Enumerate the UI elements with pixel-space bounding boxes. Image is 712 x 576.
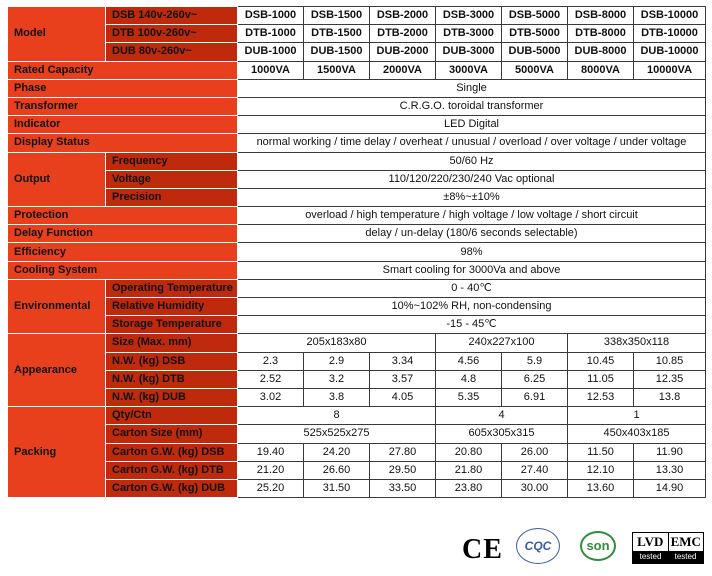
- nw-cell: 3.57: [370, 370, 436, 388]
- lvd-emc-logo-icon: [632, 532, 704, 564]
- capacity-cell: 5000VA: [502, 61, 568, 79]
- gw-dtb-row: [8, 461, 706, 479]
- efficiency-value: 98%: [238, 243, 706, 261]
- model-cell: DSB-8000: [568, 7, 634, 25]
- model-cell: DTB-2000: [370, 25, 436, 43]
- protection-value: overload / high temperature / high voltage / low voltage / short circuit: [238, 207, 706, 225]
- capacity-cell: 2000VA: [370, 61, 436, 79]
- nw-cell: 3.02: [238, 388, 304, 406]
- nw-dtb-label: N.W. (kg) DTB: [106, 370, 238, 388]
- transformer-label: Transformer: [8, 97, 238, 115]
- nw-cell: 4.05: [370, 388, 436, 406]
- transformer-value: C.R.G.O. toroidal transformer: [238, 97, 706, 115]
- nw-cell: 3.2: [304, 370, 370, 388]
- phase-label: Phase: [8, 79, 238, 97]
- storage-temperature-value: -15 - 45℃: [238, 316, 706, 334]
- gw-dsb-row: [8, 443, 706, 461]
- gw-cell: 25.20: [238, 479, 304, 497]
- precision-label: Precision: [106, 188, 238, 206]
- display-status-label: Display Status: [8, 134, 238, 152]
- model-cell: DSB-10000: [634, 7, 706, 25]
- gw-cell: 27.80: [370, 443, 436, 461]
- spec-table: [7, 6, 706, 498]
- model-cell: DTB-5000: [502, 25, 568, 43]
- capacity-cell: 8000VA: [568, 61, 634, 79]
- precision-row: [8, 188, 706, 206]
- nw-dub-row: [8, 388, 706, 406]
- display-status-row: [8, 134, 706, 152]
- delay-function-row: [8, 225, 706, 243]
- nw-cell: 3.34: [370, 352, 436, 370]
- relative-humidity-label: Relative Humidity: [106, 298, 238, 316]
- size-label: Size (Max. mm): [106, 334, 238, 352]
- capacity-cell: 3000VA: [436, 61, 502, 79]
- model-cell: DTB-3000: [436, 25, 502, 43]
- appearance-label: Appearance: [8, 334, 106, 407]
- model-cell: DUB-10000: [634, 43, 706, 61]
- nw-cell: 2.52: [238, 370, 304, 388]
- nw-cell: 2.9: [304, 352, 370, 370]
- nw-cell: 6.91: [502, 388, 568, 406]
- gw-cell: 14.90: [634, 479, 706, 497]
- model-cell: DSB-1000: [238, 7, 304, 25]
- ce-mark-icon: CE: [462, 534, 503, 565]
- size-cell: 338x350x118: [568, 334, 706, 352]
- dub-range-label: DUB 80v-260v~: [106, 43, 238, 61]
- nw-cell: 12.53: [568, 388, 634, 406]
- gw-cell: 33.50: [370, 479, 436, 497]
- frequency-value: 50/60 Hz: [238, 152, 706, 170]
- model-cell: DTB-10000: [634, 25, 706, 43]
- cqc-logo-icon: CQC: [516, 528, 560, 564]
- model-cell: DSB-5000: [502, 7, 568, 25]
- gw-cell: 11.90: [634, 443, 706, 461]
- capacity-cell: 1000VA: [238, 61, 304, 79]
- gw-dub-row: [8, 479, 706, 497]
- gw-cell: 24.20: [304, 443, 370, 461]
- protection-row: [8, 207, 706, 225]
- environmental-label: Environmental: [8, 279, 106, 334]
- gw-dub-label: Carton G.W. (kg) DUB: [106, 479, 238, 497]
- gw-dsb-label: Carton G.W. (kg) DSB: [106, 443, 238, 461]
- transformer-row: [8, 97, 706, 115]
- protection-label: Protection: [8, 207, 238, 225]
- packing-label: Packing: [8, 407, 106, 498]
- carton-size-cell: 525x525x275: [238, 425, 436, 443]
- nw-cell: 3.8: [304, 388, 370, 406]
- son-logo-icon: son: [580, 531, 616, 561]
- model-row-dub: [8, 43, 706, 61]
- nw-cell: 13.8: [634, 388, 706, 406]
- operating-temperature-value: 0 - 40℃: [238, 279, 706, 297]
- nw-cell: 10.45: [568, 352, 634, 370]
- capacity-cell: 10000VA: [634, 61, 706, 79]
- relative-humidity-value: 10%~102% RH, non-condensing: [238, 298, 706, 316]
- gw-cell: 31.50: [304, 479, 370, 497]
- phase-value: Single: [238, 79, 706, 97]
- model-cell: DSB-3000: [436, 7, 502, 25]
- nw-cell: 4.8: [436, 370, 502, 388]
- precision-value: ±8%~±10%: [238, 188, 706, 206]
- nw-dub-label: N.W. (kg) DUB: [106, 388, 238, 406]
- nw-cell: 6.25: [502, 370, 568, 388]
- model-cell: DUB-1000: [238, 43, 304, 61]
- frequency-label: Frequency: [106, 152, 238, 170]
- gw-dtb-label: Carton G.W. (kg) DTB: [106, 461, 238, 479]
- size-row: [8, 334, 706, 352]
- model-cell: DTB-1500: [304, 25, 370, 43]
- lvd-label: LVD: [633, 533, 669, 551]
- gw-cell: 20.80: [436, 443, 502, 461]
- cooling-system-row: [8, 261, 706, 279]
- qty-cell: 1: [568, 407, 706, 425]
- qty-label: Qty/Ctn: [106, 407, 238, 425]
- voltage-label: Voltage: [106, 170, 238, 188]
- efficiency-label: Efficiency: [8, 243, 238, 261]
- storage-temperature-row: [8, 316, 706, 334]
- carton-size-label: Carton Size (mm): [106, 425, 238, 443]
- display-status-value: normal working / time delay / overheat / unusual / overload / over voltage / under voltage: [238, 134, 706, 152]
- model-cell: DUB-1500: [304, 43, 370, 61]
- storage-temperature-label: Storage Temperature: [106, 316, 238, 334]
- operating-temperature-label: Operating Temperature: [106, 279, 238, 297]
- nw-cell: 10.85: [634, 352, 706, 370]
- operating-temperature-row: [8, 279, 706, 297]
- rated-capacity-row: [8, 61, 706, 79]
- nw-cell: 2.3: [238, 352, 304, 370]
- qty-cell: 4: [436, 407, 568, 425]
- model-cell: DUB-5000: [502, 43, 568, 61]
- delay-function-value: delay / un-delay (180/6 seconds selectable): [238, 225, 706, 243]
- cooling-system-label: Cooling System: [8, 261, 238, 279]
- relative-humidity-row: [8, 298, 706, 316]
- dsb-range-label: DSB 140v-260v~: [106, 7, 238, 25]
- gw-cell: 23.80: [436, 479, 502, 497]
- delay-function-label: Delay Function: [8, 225, 238, 243]
- model-row-dsb: [8, 7, 706, 25]
- certification-logos: [448, 528, 710, 568]
- gw-cell: 11.50: [568, 443, 634, 461]
- nw-cell: 4.56: [436, 352, 502, 370]
- gw-cell: 27.40: [502, 461, 568, 479]
- nw-cell: 11.05: [568, 370, 634, 388]
- gw-cell: 26.60: [304, 461, 370, 479]
- dtb-range-label: DTB 100v-260v~: [106, 25, 238, 43]
- model-cell: DUB-8000: [568, 43, 634, 61]
- phase-row: [8, 79, 706, 97]
- carton-size-cell: 605x305x315: [436, 425, 568, 443]
- gw-cell: 26.00: [502, 443, 568, 461]
- frequency-row: [8, 152, 706, 170]
- rated-capacity-label: Rated Capacity: [8, 61, 238, 79]
- cooling-system-value: Smart cooling for 3000Va and above: [238, 261, 706, 279]
- nw-cell: 5.9: [502, 352, 568, 370]
- model-cell: DTB-8000: [568, 25, 634, 43]
- lvd-tested-label: tested: [639, 552, 662, 561]
- nw-cell: 12.35: [634, 370, 706, 388]
- output-label: Output: [8, 152, 106, 207]
- size-cell: 240x227x100: [436, 334, 568, 352]
- gw-cell: 19.40: [238, 443, 304, 461]
- nw-dtb-row: [8, 370, 706, 388]
- model-cell: DSB-1500: [304, 7, 370, 25]
- carton-size-cell: 450x403x185: [568, 425, 706, 443]
- gw-cell: 13.60: [568, 479, 634, 497]
- gw-cell: 29.50: [370, 461, 436, 479]
- nw-cell: 5.35: [436, 388, 502, 406]
- indicator-row: [8, 116, 706, 134]
- capacity-cell: 1500VA: [304, 61, 370, 79]
- emc-label: EMC: [670, 534, 701, 549]
- size-cell: 205x183x80: [238, 334, 436, 352]
- nw-dsb-label: N.W. (kg) DSB: [106, 352, 238, 370]
- model-cell: DSB-2000: [370, 7, 436, 25]
- gw-cell: 13.30: [634, 461, 706, 479]
- gw-cell: 21.20: [238, 461, 304, 479]
- indicator-value: LED Digital: [238, 116, 706, 134]
- emc-tested-label: tested: [674, 552, 697, 561]
- model-cell: DUB-3000: [436, 43, 502, 61]
- model-cell: DUB-2000: [370, 43, 436, 61]
- qty-cell: 8: [238, 407, 436, 425]
- indicator-label: Indicator: [8, 116, 238, 134]
- voltage-value: 110/120/220/230/240 Vac optional: [238, 170, 706, 188]
- nw-dsb-row: [8, 352, 706, 370]
- gw-cell: 30.00: [502, 479, 568, 497]
- gw-cell: 12.10: [568, 461, 634, 479]
- model-cell: DTB-1000: [238, 25, 304, 43]
- efficiency-row: [8, 243, 706, 261]
- voltage-row: [8, 170, 706, 188]
- model-row-dtb: [8, 25, 706, 43]
- carton-size-row: [8, 425, 706, 443]
- gw-cell: 21.80: [436, 461, 502, 479]
- model-label: Model: [8, 7, 106, 62]
- qty-row: [8, 407, 706, 425]
